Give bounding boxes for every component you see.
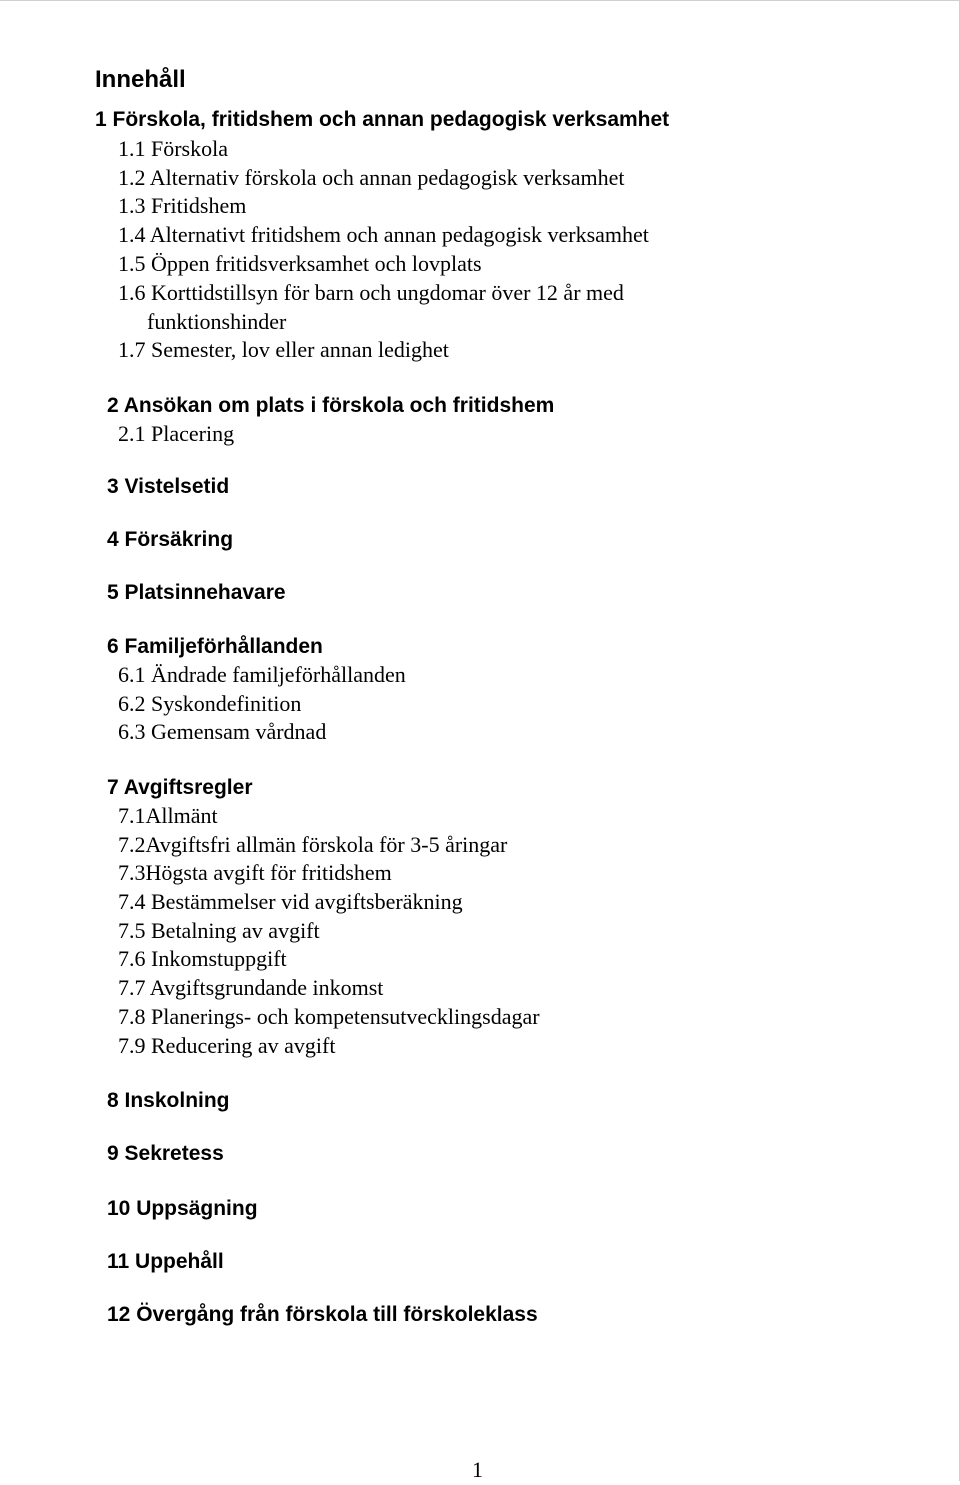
toc-entry-2-1[interactable]: 2.1 Placering [118, 421, 235, 446]
toc-entry-7-9[interactable]: 7.9 Reducering av avgift [118, 1033, 336, 1058]
toc-entry-1-4[interactable]: 1.4 Alternativt fritidshem och annan pedagogisk verksamhet [118, 222, 649, 247]
page-number: 1 [472, 1457, 483, 1482]
toc-entry-1-6[interactable]: 1.6 Korttidstillsyn för barn och ungdomar över 12 år med [118, 280, 624, 305]
toc-entry-6-3[interactable]: 6.3 Gemensam vårdnad [118, 719, 327, 744]
toc-title: Innehåll [95, 66, 186, 93]
toc-entry-1-1[interactable]: 1.1 Förskola [118, 136, 228, 161]
toc-entry-6[interactable]: 6 Familjeförhållanden [107, 635, 323, 658]
toc-entry-7-6[interactable]: 7.6 Inkomstuppgift [118, 946, 287, 971]
toc-entry-10[interactable]: 10 Uppsägning [107, 1197, 258, 1220]
toc-entry-1-6-continued[interactable]: funktionshinder [147, 309, 287, 334]
toc-entry-7[interactable]: 7 Avgiftsregler [107, 776, 253, 799]
toc-entry-6-1[interactable]: 6.1 Ändrade familjeförhållanden [118, 662, 406, 687]
toc-entry-7-3[interactable]: 7.3Högsta avgift för fritidshem [118, 860, 392, 885]
toc-entry-5[interactable]: 5 Platsinnehavare [107, 581, 286, 604]
toc-entry-1-7[interactable]: 1.7 Semester, lov eller annan ledighet [118, 337, 449, 362]
toc-entry-12[interactable]: 12 Övergång från förskola till förskoleklass [107, 1303, 538, 1326]
toc-entry-1-2[interactable]: 1.2 Alternativ förskola och annan pedagogisk verksamhet [118, 165, 625, 190]
toc-entry-7-7[interactable]: 7.7 Avgiftsgrundande inkomst [118, 975, 384, 1000]
toc-entry-1[interactable]: 1 Förskola, fritidshem och annan pedagogisk verksamhet [95, 108, 670, 131]
toc-entry-7-4[interactable]: 7.4 Bestämmelser vid avgiftsberäkning [118, 889, 463, 914]
toc-entry-7-1[interactable]: 7.1Allmänt [118, 803, 218, 828]
toc-entry-1-5[interactable]: 1.5 Öppen fritidsverksamhet och lovplats [118, 251, 482, 276]
toc-entry-9[interactable]: 9 Sekretess [107, 1142, 224, 1165]
toc-entry-7-5[interactable]: 7.5 Betalning av avgift [118, 918, 320, 943]
toc-entry-3[interactable]: 3 Vistelsetid [107, 475, 230, 498]
toc-entry-2[interactable]: 2 Ansökan om plats i förskola och fritidshem [107, 394, 555, 417]
toc-entry-6-2[interactable]: 6.2 Syskondefinition [118, 691, 302, 716]
page-top-edge [0, 0, 960, 1]
toc-entry-8[interactable]: 8 Inskolning [107, 1089, 230, 1112]
toc-entry-1-3[interactable]: 1.3 Fritidshem [118, 193, 247, 218]
toc-entry-4[interactable]: 4 Försäkring [107, 528, 234, 551]
toc-entry-7-2[interactable]: 7.2Avgiftsfri allmän förskola för 3-5 åringar [118, 832, 508, 857]
toc-entry-7-8[interactable]: 7.8 Planerings- och kompetensutvecklingsdagar [118, 1004, 540, 1029]
toc-entry-11[interactable]: 11 Uppehåll [107, 1250, 224, 1273]
